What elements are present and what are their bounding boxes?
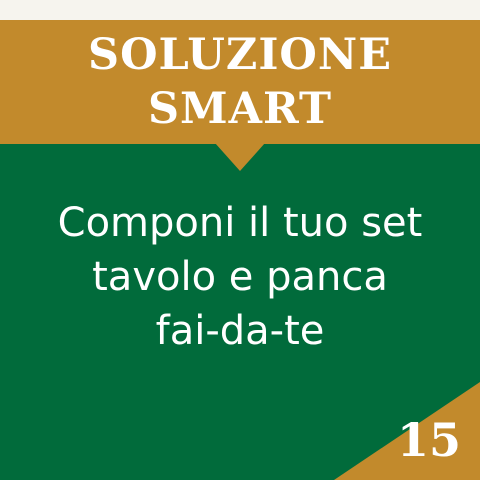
headline-line-1: Componi il tuo set xyxy=(57,200,423,246)
headline-line-3: fai-da-te xyxy=(155,308,325,354)
badge-number: 15 xyxy=(396,413,461,467)
banner-title-line-1: SOLUZIONE xyxy=(88,30,392,80)
banner-title-line-2: SMART xyxy=(148,84,332,134)
headline-line-2: tavolo e panca xyxy=(92,254,388,300)
